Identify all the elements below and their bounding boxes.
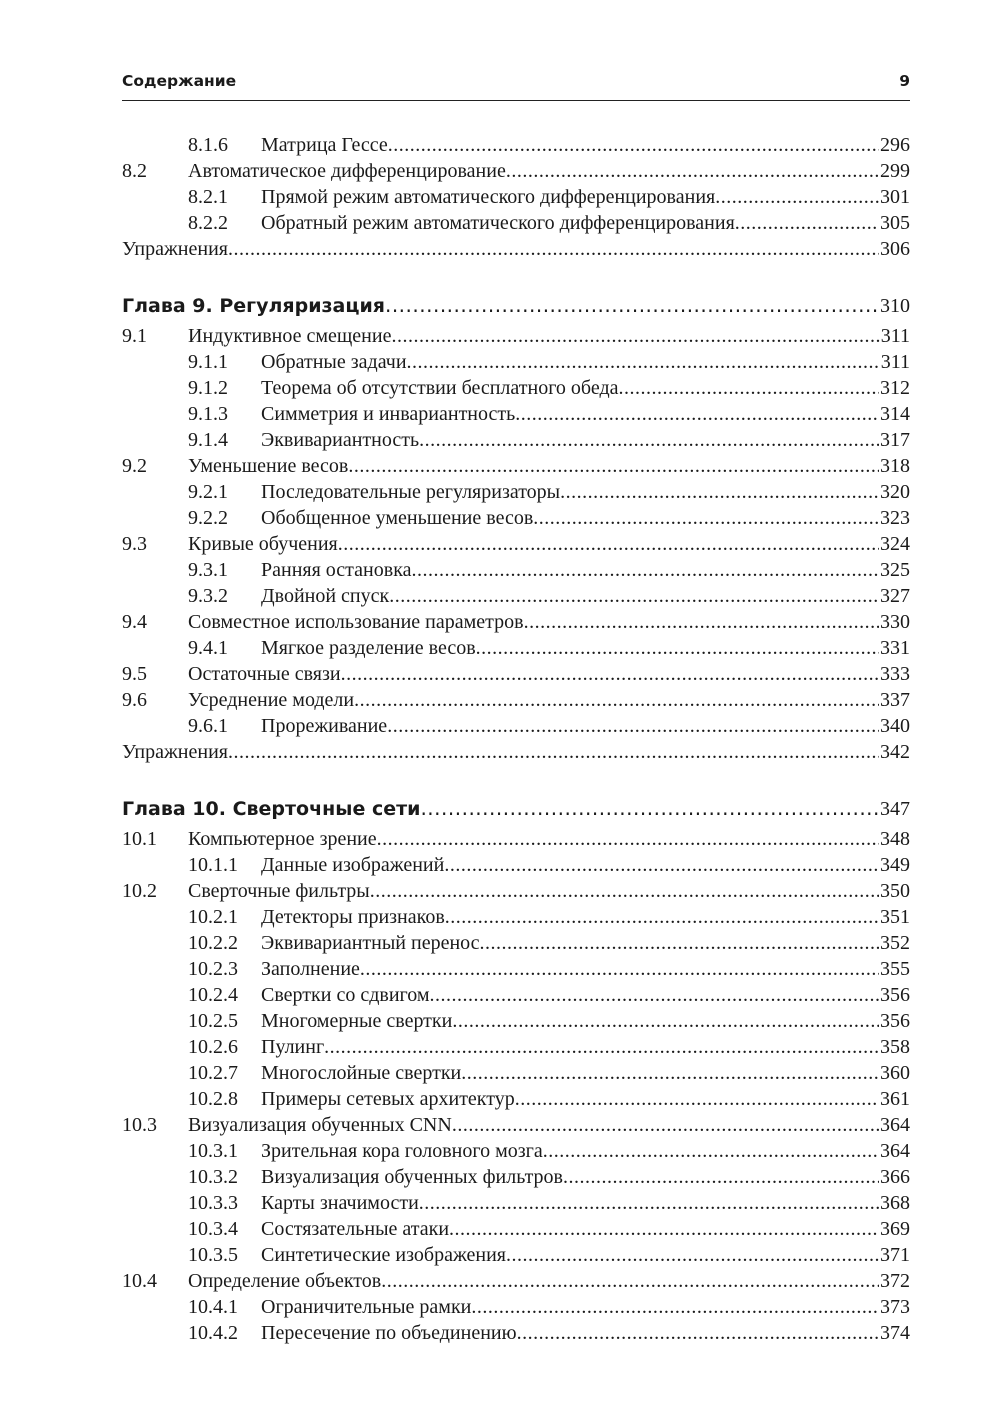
toc-row	[122, 158, 910, 184]
toc-entry-page: 311	[880, 325, 910, 347]
toc-entry-page: 299	[880, 160, 910, 182]
toc-entry-title: Ограничительные рамки	[261, 1296, 472, 1318]
toc-entry-page: 373	[880, 1296, 910, 1318]
toc-leader-dots	[430, 982, 880, 1008]
toc-leader-dots	[389, 583, 879, 609]
toc-leader-dots	[420, 795, 879, 821]
toc-leader-dots	[338, 531, 879, 557]
toc-row	[122, 375, 910, 401]
toc-row	[122, 1190, 910, 1216]
toc-entry-page: 320	[880, 481, 910, 503]
toc-row	[122, 479, 910, 505]
toc-chapter-title: Глава 9. Регуляризация	[122, 295, 385, 317]
toc-leader-dots	[228, 236, 879, 262]
toc-entry-title: Прямой режим автоматического дифференцирования	[261, 186, 716, 208]
toc-entry-page: 317	[880, 429, 910, 451]
toc-row	[122, 1164, 910, 1190]
toc-leader-dots	[715, 184, 879, 210]
toc-leader-dots	[563, 1164, 879, 1190]
toc-entry-title: Данные изображений	[261, 854, 445, 876]
toc-leader-dots	[452, 1008, 879, 1034]
toc-entry-page: 342	[880, 741, 910, 763]
toc-entry-number: 10.1.1	[188, 854, 238, 876]
toc-entry-number: 10.4	[122, 1270, 157, 1292]
toc-entry-number: 9.2.1	[188, 481, 228, 503]
toc-leader-dots	[560, 479, 879, 505]
toc-leader-dots	[445, 904, 879, 930]
toc-entry-page: 301	[880, 186, 910, 208]
toc-entry-title: Последовательные регуляризаторы	[261, 481, 561, 503]
toc-leader-dots	[619, 375, 880, 401]
toc-entry-number: 10.3.4	[188, 1218, 238, 1240]
toc-entry-page: 310	[880, 295, 910, 317]
toc-entry-number: 9.1.4	[188, 429, 228, 451]
toc-leader-dots	[228, 739, 879, 765]
toc-entry-page: 314	[880, 403, 910, 425]
toc-entry-number: 10.3.5	[188, 1244, 238, 1266]
toc-entry-number: 8.2	[122, 160, 147, 182]
toc-entry-title: Обратные задачи	[261, 351, 407, 373]
toc-row	[122, 557, 910, 583]
toc-row	[122, 236, 910, 262]
toc-entry-page: 349	[880, 854, 910, 876]
toc-entry-title: Совместное использование параметров	[188, 611, 524, 633]
toc-row	[122, 1034, 910, 1060]
toc-leader-dots	[449, 1216, 879, 1242]
toc-row	[122, 1060, 910, 1086]
toc-entry-title: Ранняя остановка	[261, 559, 412, 581]
toc-chapter-title: Глава 10. Сверточные сети	[122, 798, 421, 820]
toc-entry-number: 9.4.1	[188, 637, 228, 659]
toc-entry-number: 8.2.1	[188, 186, 228, 208]
toc-entry-title: Обобщенное уменьшение весов	[261, 507, 534, 529]
toc-entry-number: 9.1.2	[188, 377, 228, 399]
toc-entry-number: 9.3	[122, 533, 147, 555]
toc-row	[122, 852, 910, 878]
toc-entry-page: 366	[880, 1166, 910, 1188]
toc-row	[122, 635, 910, 661]
toc-entry-title: Сверточные фильтры	[188, 880, 370, 902]
toc-leader-dots	[480, 930, 879, 956]
toc-entry-number: 10.2.8	[188, 1088, 238, 1110]
toc-leader-dots	[341, 661, 879, 687]
toc-entry-number: 9.1.1	[188, 351, 228, 373]
toc-entry-title: Остаточные связи	[188, 663, 341, 685]
toc-entry-title: Обратный режим автоматического дифференцирования	[261, 212, 735, 234]
toc-entry-title: Кривые обучения	[188, 533, 338, 555]
toc-entry-number: 10.2.1	[188, 906, 238, 928]
toc-entry-number: 8.2.2	[188, 212, 228, 234]
toc-row	[122, 1294, 910, 1320]
toc-entry-title: Определение объектов	[188, 1270, 382, 1292]
toc-entry-page: 360	[880, 1062, 910, 1084]
toc-entry-page: 368	[880, 1192, 910, 1214]
toc-row	[122, 132, 910, 158]
toc-entry-title: Усреднение модели	[188, 689, 355, 711]
toc-row	[122, 453, 910, 479]
toc-entry-page: 330	[880, 611, 910, 633]
toc-leader-dots	[348, 453, 879, 479]
toc-entry-title: Матрица Гессе	[261, 134, 388, 156]
toc-leader-dots	[381, 1268, 879, 1294]
toc-leader-dots	[452, 1112, 879, 1138]
toc-row	[122, 930, 910, 956]
toc-leader-dots	[515, 1086, 879, 1112]
toc-entry-title: Многомерные свертки	[261, 1010, 453, 1032]
toc-entry-number: 10.4.1	[188, 1296, 238, 1318]
toc-entry-page: 351	[880, 906, 910, 928]
toc-entry-number: 10.2	[122, 880, 157, 902]
toc-row	[122, 184, 910, 210]
toc-entry-page: 352	[880, 932, 910, 954]
toc-entry-page: 371	[880, 1244, 910, 1266]
toc-row	[122, 687, 910, 713]
toc-entry-number: 9.1.3	[188, 403, 228, 425]
toc-entry-title: Визуализация обученных фильтров	[261, 1166, 564, 1188]
toc-entry-number: 10.2.6	[188, 1036, 238, 1058]
toc-row	[122, 505, 910, 531]
toc-entry-page: 347	[880, 798, 910, 820]
toc-entry-number: 9.3.2	[188, 585, 228, 607]
toc-entry-number: 9.4	[122, 611, 147, 633]
toc-leader-dots	[419, 1190, 879, 1216]
toc-entry-page: 311	[880, 351, 910, 373]
toc-entry-number: 9.2	[122, 455, 147, 477]
toc-leader-dots	[354, 687, 879, 713]
toc-entry-page: 333	[880, 663, 910, 685]
toc-row	[122, 878, 910, 904]
toc-entry-title: Мягкое разделение весов	[261, 637, 476, 659]
toc-row	[122, 401, 910, 427]
toc-row	[122, 956, 910, 982]
toc-leader-dots	[471, 1294, 879, 1320]
toc-entry-title: Двойной спуск	[261, 585, 390, 607]
running-header-title: Содержание	[122, 72, 237, 90]
toc-entry-number: 9.6	[122, 689, 147, 711]
toc-entry-page: 364	[880, 1140, 910, 1162]
toc-row	[122, 1268, 910, 1294]
toc-entry-number: 10.2.5	[188, 1010, 238, 1032]
toc-entry-page: 312	[880, 377, 910, 399]
toc-leader-dots	[517, 1320, 879, 1346]
toc-leader-dots	[735, 210, 879, 236]
toc-entry-page: 369	[880, 1218, 910, 1240]
toc-entry-page: 374	[880, 1322, 910, 1344]
toc-row	[122, 904, 910, 930]
toc-leader-dots	[385, 292, 879, 318]
page-number: 9	[899, 72, 910, 90]
toc-entry-page: 296	[880, 134, 910, 156]
toc-row	[122, 1216, 910, 1242]
toc-entry-page: 325	[880, 559, 910, 581]
toc-entry-title: Пересечение по объединению	[261, 1322, 517, 1344]
toc-entry-title: Заполнение	[261, 958, 360, 980]
toc-entry-number: 10.3	[122, 1114, 157, 1136]
toc-entry-page: 337	[880, 689, 910, 711]
toc-leader-dots	[360, 956, 879, 982]
toc-entry-title: Эквивариантный перенос	[261, 932, 480, 954]
toc-entry-title: Визуализация обученных CNN	[188, 1114, 452, 1136]
toc-entry-page: 372	[880, 1270, 910, 1292]
toc-row	[122, 609, 910, 635]
toc-row	[122, 1242, 910, 1268]
toc-entry-number: 9.1	[122, 325, 147, 347]
toc-entry-number: 8.1.6	[188, 134, 228, 156]
toc-entry-page: 350	[880, 880, 910, 902]
toc-chapter-row	[122, 795, 910, 821]
toc-entry-page: 358	[880, 1036, 910, 1058]
toc-entry-number: 9.2.2	[188, 507, 228, 529]
running-header	[122, 70, 910, 101]
toc-entry-page: 323	[880, 507, 910, 529]
toc-row	[122, 661, 910, 687]
toc-row	[122, 583, 910, 609]
toc-row	[122, 982, 910, 1008]
toc-leader-dots	[411, 557, 879, 583]
toc-leader-dots	[370, 878, 879, 904]
toc-row	[122, 349, 910, 375]
toc-leader-dots	[524, 609, 879, 635]
toc-entry-page: 356	[880, 1010, 910, 1032]
toc-entry-title: Эквивариантность	[261, 429, 420, 451]
toc-entry-title: Синтетические изображения	[261, 1244, 506, 1266]
toc-entry-number: 10.3.3	[188, 1192, 238, 1214]
toc-entry-page: 306	[880, 238, 910, 260]
toc-entry-title: Примеры сетевых архитектур	[261, 1088, 515, 1110]
toc-leader-dots	[419, 427, 879, 453]
toc-entry-title: Пулинг	[261, 1036, 325, 1058]
toc-leader-dots	[388, 132, 879, 158]
toc-entry-number: 10.2.2	[188, 932, 238, 954]
toc-row	[122, 1138, 910, 1164]
toc-leader-dots	[543, 1138, 879, 1164]
toc-leader-dots	[515, 401, 879, 427]
toc-entry-title: Состязательные атаки	[261, 1218, 450, 1240]
toc-leader-dots	[476, 635, 879, 661]
toc-leader-dots	[324, 1034, 879, 1060]
toc-entry-number: 9.5	[122, 663, 147, 685]
toc-row	[122, 1008, 910, 1034]
toc-entry-number: 10.2.7	[188, 1062, 238, 1084]
toc-entry-page: 318	[880, 455, 910, 477]
toc-leader-dots	[506, 1242, 879, 1268]
toc-entry-title: Компьютерное зрение	[188, 828, 377, 850]
toc-leader-dots	[506, 158, 879, 184]
toc-leader-dots	[407, 349, 880, 375]
toc-entry-page: 327	[880, 585, 910, 607]
toc-row	[122, 210, 910, 236]
toc-entry-page: 361	[880, 1088, 910, 1110]
toc-entry-title: Симметрия и инвариантность	[261, 403, 516, 425]
toc-row	[122, 826, 910, 852]
toc-entry-number: 10.1	[122, 828, 157, 850]
toc-row	[122, 1320, 910, 1346]
toc-entry-page: 324	[880, 533, 910, 555]
toc-entry-title: Зрительная кора головного мозга	[261, 1140, 543, 1162]
toc-row	[122, 713, 910, 739]
toc-entry-title: Упражнения	[122, 238, 228, 260]
toc-entry-page: 356	[880, 984, 910, 1006]
toc-leader-dots	[461, 1060, 879, 1086]
toc-entry-title: Индуктивное смещение	[188, 325, 392, 347]
toc-entry-page: 364	[880, 1114, 910, 1136]
toc-leader-dots	[391, 323, 879, 349]
toc-row	[122, 323, 910, 349]
toc-entry-title: Многослойные свертки	[261, 1062, 462, 1084]
toc-leader-dots	[533, 505, 879, 531]
toc-leader-dots	[387, 713, 879, 739]
toc-entry-title: Уменьшение весов	[188, 455, 349, 477]
toc-entry-page: 348	[880, 828, 910, 850]
toc-entry-number: 10.3.2	[188, 1166, 238, 1188]
toc-entry-page: 340	[880, 715, 910, 737]
toc-entry-number: 9.6.1	[188, 715, 228, 737]
toc-row	[122, 1112, 910, 1138]
toc-entry-page: 331	[880, 637, 910, 659]
toc-entry-title: Автоматическое дифференцирование	[188, 160, 506, 182]
toc-entry-number: 9.3.1	[188, 559, 228, 581]
toc-entry-title: Теорема об отсутствии бесплатного обеда	[261, 377, 619, 399]
toc-entry-title: Детекторы признаков	[261, 906, 445, 928]
toc-chapter-row	[122, 292, 910, 318]
toc-row	[122, 531, 910, 557]
toc-entry-title: Карты значимости	[261, 1192, 419, 1214]
toc-row	[122, 427, 910, 453]
toc-leader-dots	[444, 852, 879, 878]
toc-entry-title: Прореживание	[261, 715, 388, 737]
toc-entry-title: Свертки со сдвигом	[261, 984, 430, 1006]
toc-entry-page: 355	[880, 958, 910, 980]
toc-entry-number: 10.4.2	[188, 1322, 238, 1344]
toc-entry-number: 10.2.3	[188, 958, 238, 980]
toc-entry-number: 10.3.1	[188, 1140, 238, 1162]
toc-row	[122, 1086, 910, 1112]
toc-row	[122, 739, 910, 765]
toc-entry-page: 305	[880, 212, 910, 234]
toc-entry-title: Упражнения	[122, 741, 228, 763]
toc-entry-number: 10.2.4	[188, 984, 238, 1006]
toc-leader-dots	[377, 826, 879, 852]
